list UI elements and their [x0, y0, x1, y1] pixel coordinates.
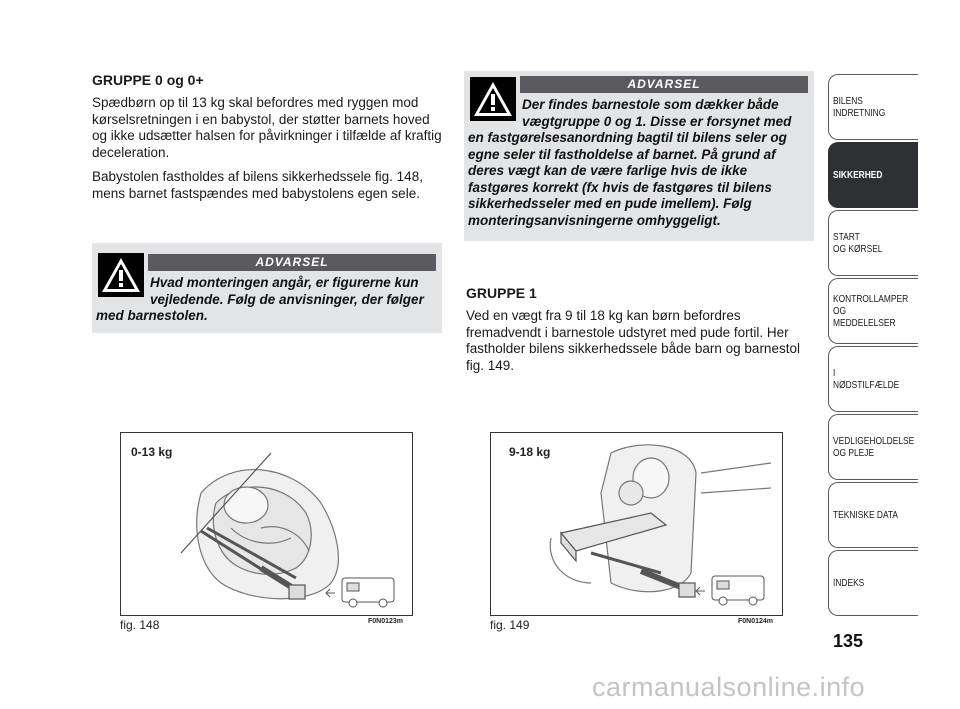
tab-kontrollamper[interactable] — [828, 278, 918, 344]
paragraph: Spædbørn op til 13 kg skal befordres med ryggen mod kørselsretningen i en babystol, der støtter barnets hoved og ikke udsætter halsen for påvirkninger i tilfælde af kraftig deceleration. — [92, 95, 442, 160]
warning-box-left — [92, 243, 442, 333]
section-heading-gruppe-1: GRUPPE 1 — [466, 285, 537, 301]
watermark: carmanualsonline.info — [592, 672, 866, 702]
warning-text — [96, 275, 436, 325]
section-heading-gruppe-0: GRUPPE 0 og 0+ — [92, 72, 204, 88]
figure-weight-label: 0-13 kg — [131, 445, 173, 459]
tab-label: KONTROLLAMPER OG MEDDELELSER — [833, 293, 909, 329]
tab-label: TEKNISKE DATA — [833, 509, 899, 521]
tab-indeks[interactable] — [828, 550, 918, 616]
tab-label: BILENS INDRETNING — [833, 95, 886, 119]
tab-start-og-korsel[interactable] — [828, 210, 918, 276]
tab-sikkerhed[interactable] — [828, 142, 918, 208]
tab-label: INDEKS — [833, 577, 865, 589]
right-text-block — [466, 308, 811, 382]
figure-148-frame — [120, 432, 413, 616]
tab-label: START OG KØRSEL — [833, 231, 883, 255]
tab-tekniske-data[interactable] — [828, 482, 918, 548]
figure-code: F0N0124m — [738, 618, 774, 625]
tab-bilens-indretning[interactable] — [828, 74, 918, 140]
tab-label: I NØDSTILFÆLDE — [833, 367, 900, 391]
paragraph: Ved en vægt fra 9 til 18 kg kan børn befordres fremadvendt i barnestole udstyret med pude fortil. Her fastholder bilens sikkerhedssele både barn og barnestol fig. 149. — [466, 308, 800, 373]
warning-label: ADVARSEL — [520, 76, 808, 93]
tab-i-nodstilfaelde[interactable] — [828, 346, 918, 412]
warning-text — [468, 97, 808, 229]
page-number: 135 — [833, 631, 864, 651]
figure-caption: fig. 149 — [490, 618, 530, 632]
tab-label: SIKKERHED — [833, 169, 883, 181]
figure-149-frame — [490, 432, 783, 616]
left-text-block — [92, 95, 442, 210]
figure-caption: fig. 148 — [120, 618, 160, 632]
paragraph: Babystolen fastholdes af bilens sikkerhedssele fig. 148, mens barnet fastspændes med babystolens egen sele. — [92, 169, 423, 201]
figure-code: F0N0123m — [368, 618, 404, 625]
warning-box-right — [464, 71, 814, 241]
tab-label: VEDLIGEHOLDELSE OG PLEJE — [833, 435, 915, 459]
warning-text-content: Der findes barnestole som dækker både vægtgruppe 0 og 1. Disse er forsynet med en fastgørelsesanordning bagtil til bilens seler og egne seler til fastholdelse af barnet. På grund af deres vægt kan de være farlige hvis de ikke fastgøres korrekt (fx hvis de fastgøres til bilens sikkerhedsseler med en pude imellem). Følg monteringsanvisningerne omhyggeligt. — [468, 97, 792, 228]
tab-vedligeholdelse[interactable] — [828, 414, 918, 480]
warning-label: ADVARSEL — [148, 254, 436, 271]
child-seat-illustration — [491, 433, 782, 615]
warning-text-content: Hvad monteringen angår, er figurerne kun vejledende. Følg de anvisninger, der følger med barnestolen. — [96, 275, 424, 323]
infant-seat-illustration — [121, 433, 412, 615]
figure-weight-label: 9-18 kg — [509, 445, 551, 459]
